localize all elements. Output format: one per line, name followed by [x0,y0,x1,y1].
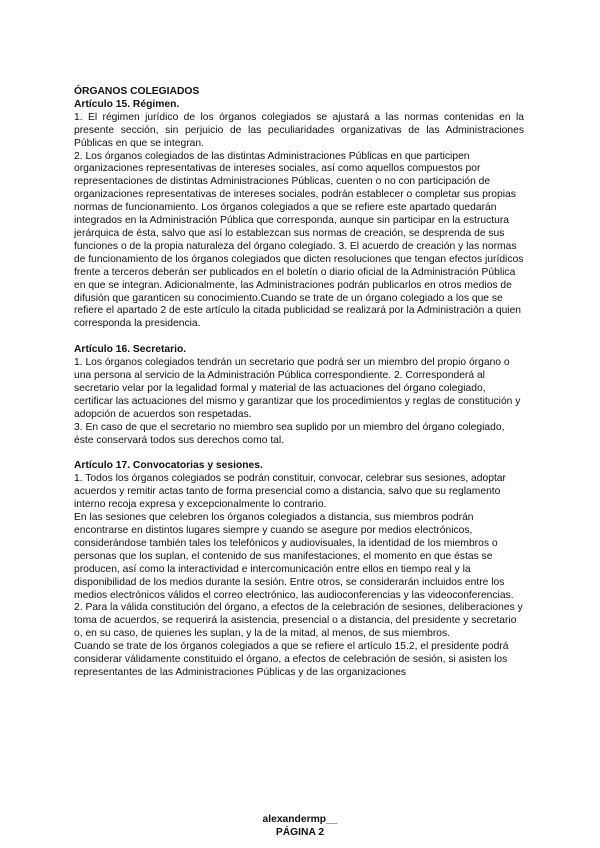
article-17-paragraph-2: En las sesiones que celebren los órganos colegiados a distancia, sus miembros podrán encontrarse en distintos lugares siempre y cuando se asegure por medios electrónicos, considerándose también tales los telefónicos y audiovisuales, la identidad de los miembros o personas que los suplan, el contenido de sus manifestaciones, el momento en que éstas se producen, así como la interactividad e intercomunicación entre ellos en tiempo real y la disponibilidad de los medios durante la sesión. Entre otros, se considerarán incluidos entre los medios electrónicos válidos el correo electrónico, las audioconferencias y las videoconferencias. [74,512,514,601]
footer-author: alexandermp__ [262,814,338,825]
article-16-paragraph-1: 1. Los órganos colegiados tendrán un secretario que podrá ser un miembro del propio órgano o una persona al servicio de la Administración Pública correspondiente. 2. Corresponderá al secretario velar por la legalidad formal y material de las actuaciones del órgano colegiado, certificar las actuaciones del mismo y garantizar que los procedimientos y reglas de constitución y adopción de acuerdos son respetadas. [74,357,521,420]
spacer [74,331,524,344]
footer-page-number: PÁGINA 2 [275,826,325,838]
spacer [74,447,524,460]
article-15-paragraph-2: 2. Los órganos colegiados de las distintas Administraciones Públicas en que participen organizaciones representativas de intereses sociales, así como aquellos compuestos por representaciones de distintas Administraciones Públicas, cuenten o no con participación de organizaciones representativas de intereses sociales, podrán establecer o completar sus propias normas de funcionamiento. Los órganos colegiados a que se refiere este apartado quedarán integrados en la Administración Pública que corresponda, aunque sin participar en la estructura jerárquica de ésta, salvo que así lo establezcan sus normas de creación, se desprenda de sus funciones o de la propia naturaleza del órgano colegiado. 3. El acuerdo de creación y las normas de funcionamiento de los órganos colegiados que dicten resoluciones que tengan efectos jurídicos frente a terceros deberán ser publicados en el boletín o diario oficial de la Administración Pública en que se integran. Adicionalmente, las Administraciones podrán publicarlos en otros medios de difusión que garanticen su conocimiento.Cuando se trate de un órgano colegiado a los que se refiere el apartado 2 de este artículo la citada publicidad se realizará por la Administración a quien corresponda la presidencia. [74,150,524,330]
article-15-title: Artículo 15. Régimen. [74,98,180,110]
article-17-paragraph-1: 1. Todos los órganos colegiados se podrán constituir, convocar, celebrar sus sesiones, adoptar acuerdos y remitir actas tanto de forma presencial como a distancia, salvo que su reglamento interno recoja expresa y excepcionalmente lo contrario. [74,473,506,511]
article-17-paragraph-4: Cuando se trate de los órganos colegiados a que se refiere el artículo 15.2, el presidente podrá considerar válidamente constituido el órgano, a efectos de celebración de sesión, si asisten los representantes de las Administraciones Públicas y de las organizaciones [74,641,509,678]
article-16-paragraph-2: 3. En caso de que el secretario no miembro sea suplido por un miembro del órgano colegiado, éste conservará todos sus derechos como tal. [74,421,505,446]
document-body [74,86,524,680]
article-17-paragraph-3: 2. Para la válida constitución del órgano, a efectos de la celebración de sesiones, deliberaciones y toma de acuerdos, se requerirá la asistencia, presencial o a distancia, del presidente y secretario o, en su caso, de quienes les suplan, y la de la mitad, al menos, de sus miembros. [74,602,523,640]
section-title: ÓRGANOS COLEGIADOS [74,86,200,97]
article-15-paragraph-1: 1. El régimen jurídico de los órganos colegiados se ajustará a las normas contenidas en la presente sección, sin perjuicio de las peculiaridades organizativas de las Administraciones Públicas en que se integran. [74,111,524,149]
article-17-title: Artículo 17. Convocatorias y sesiones. [74,460,263,472]
page-footer [0,814,600,840]
article-16-title: Artículo 16. Secretario. [74,344,187,356]
